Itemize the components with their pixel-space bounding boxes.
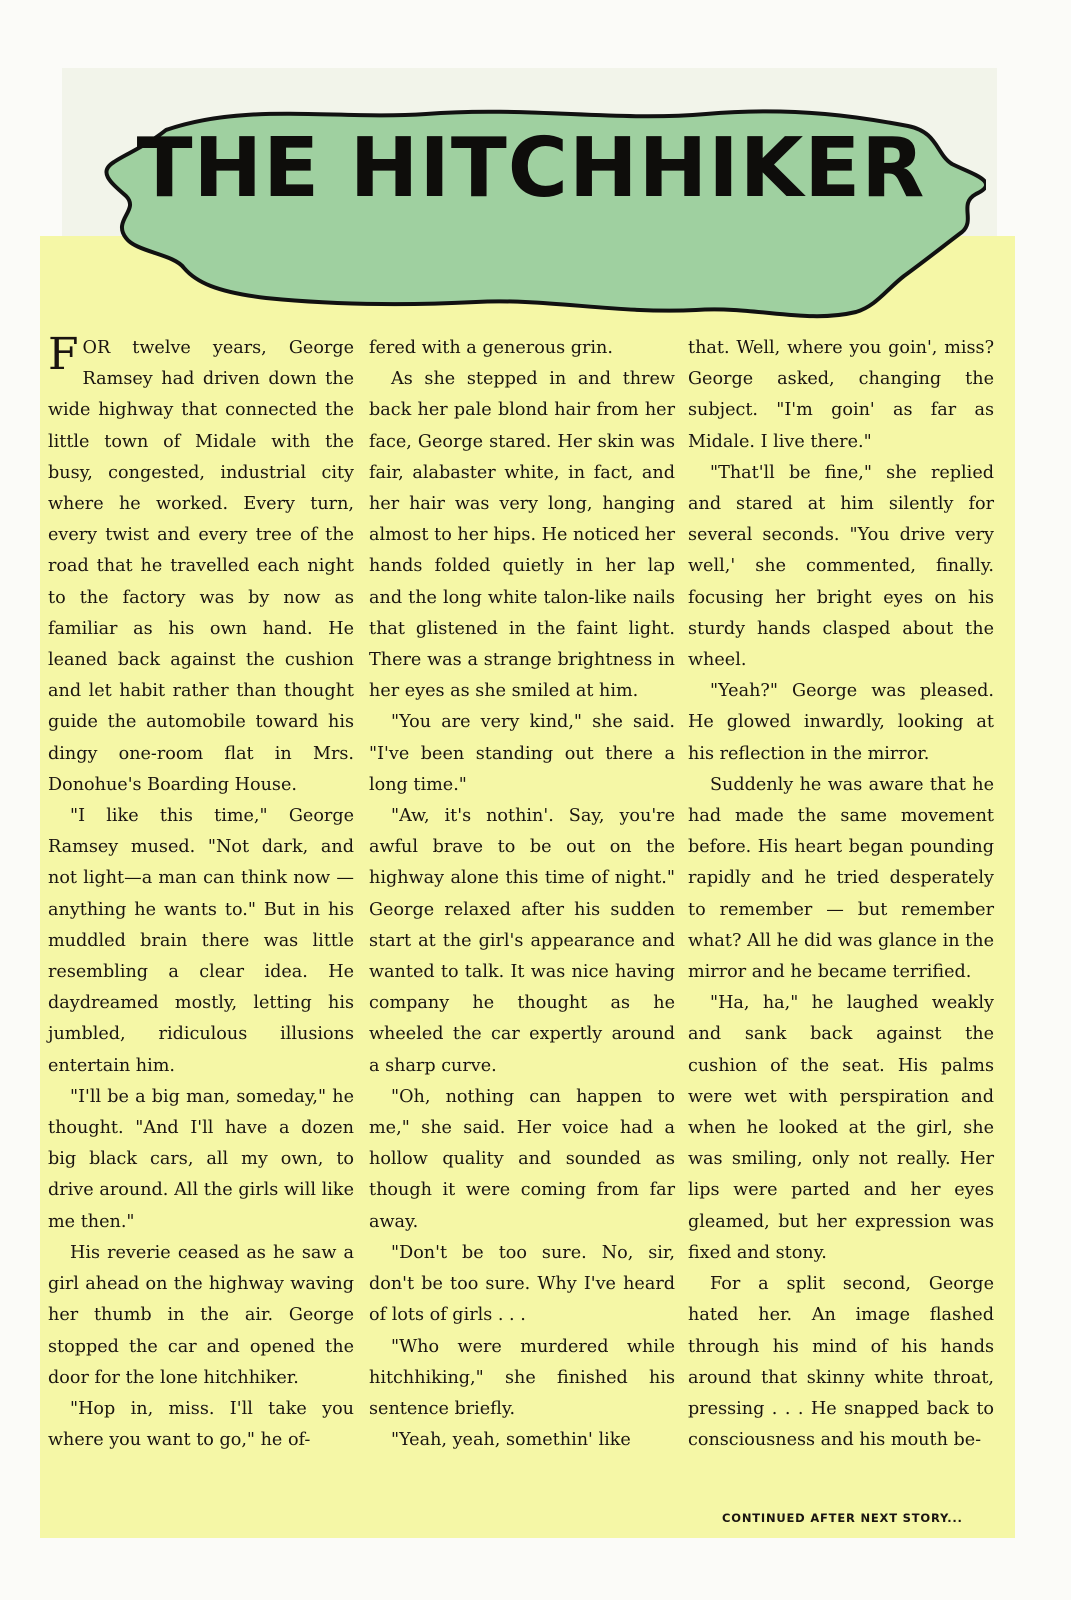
paragraph: For a split second, George hated her. An image flashed through his mind of his hands around that skinny white throat, pressing . . . He snapped back to consciousness and his mouth be- [688, 1274, 994, 1451]
story-title: THE HITCHHIKER [136, 121, 926, 216]
paragraph: "Ha, ha," he laughed weakly and sank back against the cushion of the seat. His palms were wet with perspiration and when he looked at the girl, she was smiling, only not really. Her lips were parted and her eyes gleamed, but her expression was fixed and stony. [688, 993, 994, 1263]
paragraph: "Who were murdered while hitchhiking," she finished his sentence briefly. [369, 1336, 675, 1419]
paragraph-text: OR twelve years, George Ramsey had driven down the wide highway that connected the little town of Midale with the busy, congested, industrial city where he worked. Every turn, every twist and every tree of the road that he travelled each night to the factory was by now as familiar as his own hand. He leaned back against the cushion and let habit rather than thought guide the automobile toward his dingy one-room flat in Mrs. Donohue's Boarding House. [48, 338, 354, 795]
paragraph: "Aw, it's nothin'. Say, you're awful brave to be out on the highway alone this time of night." George relaxed after his sudden start at the girl's appearance and wanted to talk. It was nice having company he thought as he wheeled the car expertly around a sharp curve. [369, 806, 675, 1076]
drop-cap: F [48, 329, 79, 380]
paragraph: "Yeah?" George was pleased. He glowed inwardly, looking at his reflection in the mirror. [688, 681, 994, 764]
paragraph: His reverie ceased as he saw a girl ahead on the highway waving her thumb in the air. George stopped the car and opened the door for the lone hitchhiker. [48, 1242, 354, 1388]
paragraph: "Yeah, yeah, somethin' like [391, 1430, 631, 1451]
column-3 [688, 333, 994, 1456]
paragraph: fered with a generous grin. [369, 338, 613, 358]
paragraph: that. Well, where you goin', miss? George asked, changing the subject. "I'm goin' as far as Midale. I live there." [688, 338, 994, 452]
paragraph: "I like this time," George Ramsey mused. "Not dark, and not light—a man can think now —anything he wants to." But in his muddled brain there was little resembling a clear idea. He daydreamed mostly, letting his jumbled, ridiculous illusions entertain him. [48, 806, 354, 1076]
paragraph: As she stepped in and threw back her pale blond hair from her face, George stared. Her skin was fair, alabaster white, in fact, and her hair was very long, hanging almost to her hips. He noticed her hands folded quietly in her lap and the long white talon-like nails that glistened in the faint light. There was a strange brightness in her eyes as she smiled at him. [369, 369, 675, 702]
paragraph: "That'll be fine," she replied and stared at him silently for several seconds. "You drive very well,' she commented, finally. focusing her bright eyes on his sturdy hands clasped about the wheel. [688, 462, 994, 671]
paragraph [48, 329, 354, 801]
column-1 [48, 329, 354, 1456]
paragraph: "Oh, nothing can happen to me," she said. Her voice had a hollow quality and sounded as though it were coming from far away. [369, 1086, 675, 1232]
column-2 [369, 333, 675, 1456]
continued-note: CONTINUED AFTER NEXT STORY... [722, 1511, 963, 1525]
story-columns [48, 329, 1010, 1513]
paragraph: "Hop in, miss. I'll take you where you want to go," he of- [48, 1398, 354, 1451]
paragraph: "Don't be too sure. No, sir, don't be too sure. Why I've heard of lots of girls . . . [369, 1242, 675, 1326]
paragraph: "You are very kind," she said. "I've been standing out there a long time." [369, 712, 675, 795]
paragraph: Suddenly he was aware that he had made the same movement before. His heart began pounding rapidly and he tried desperately to remember — but remember what? All he did was glance in the mirror and he became terrified. [688, 774, 994, 983]
paragraph: "I'll be a big man, someday," he thought. "And I'll have a dozen big black cars, all my own, to drive around. All the girls will like me then." [48, 1086, 354, 1232]
